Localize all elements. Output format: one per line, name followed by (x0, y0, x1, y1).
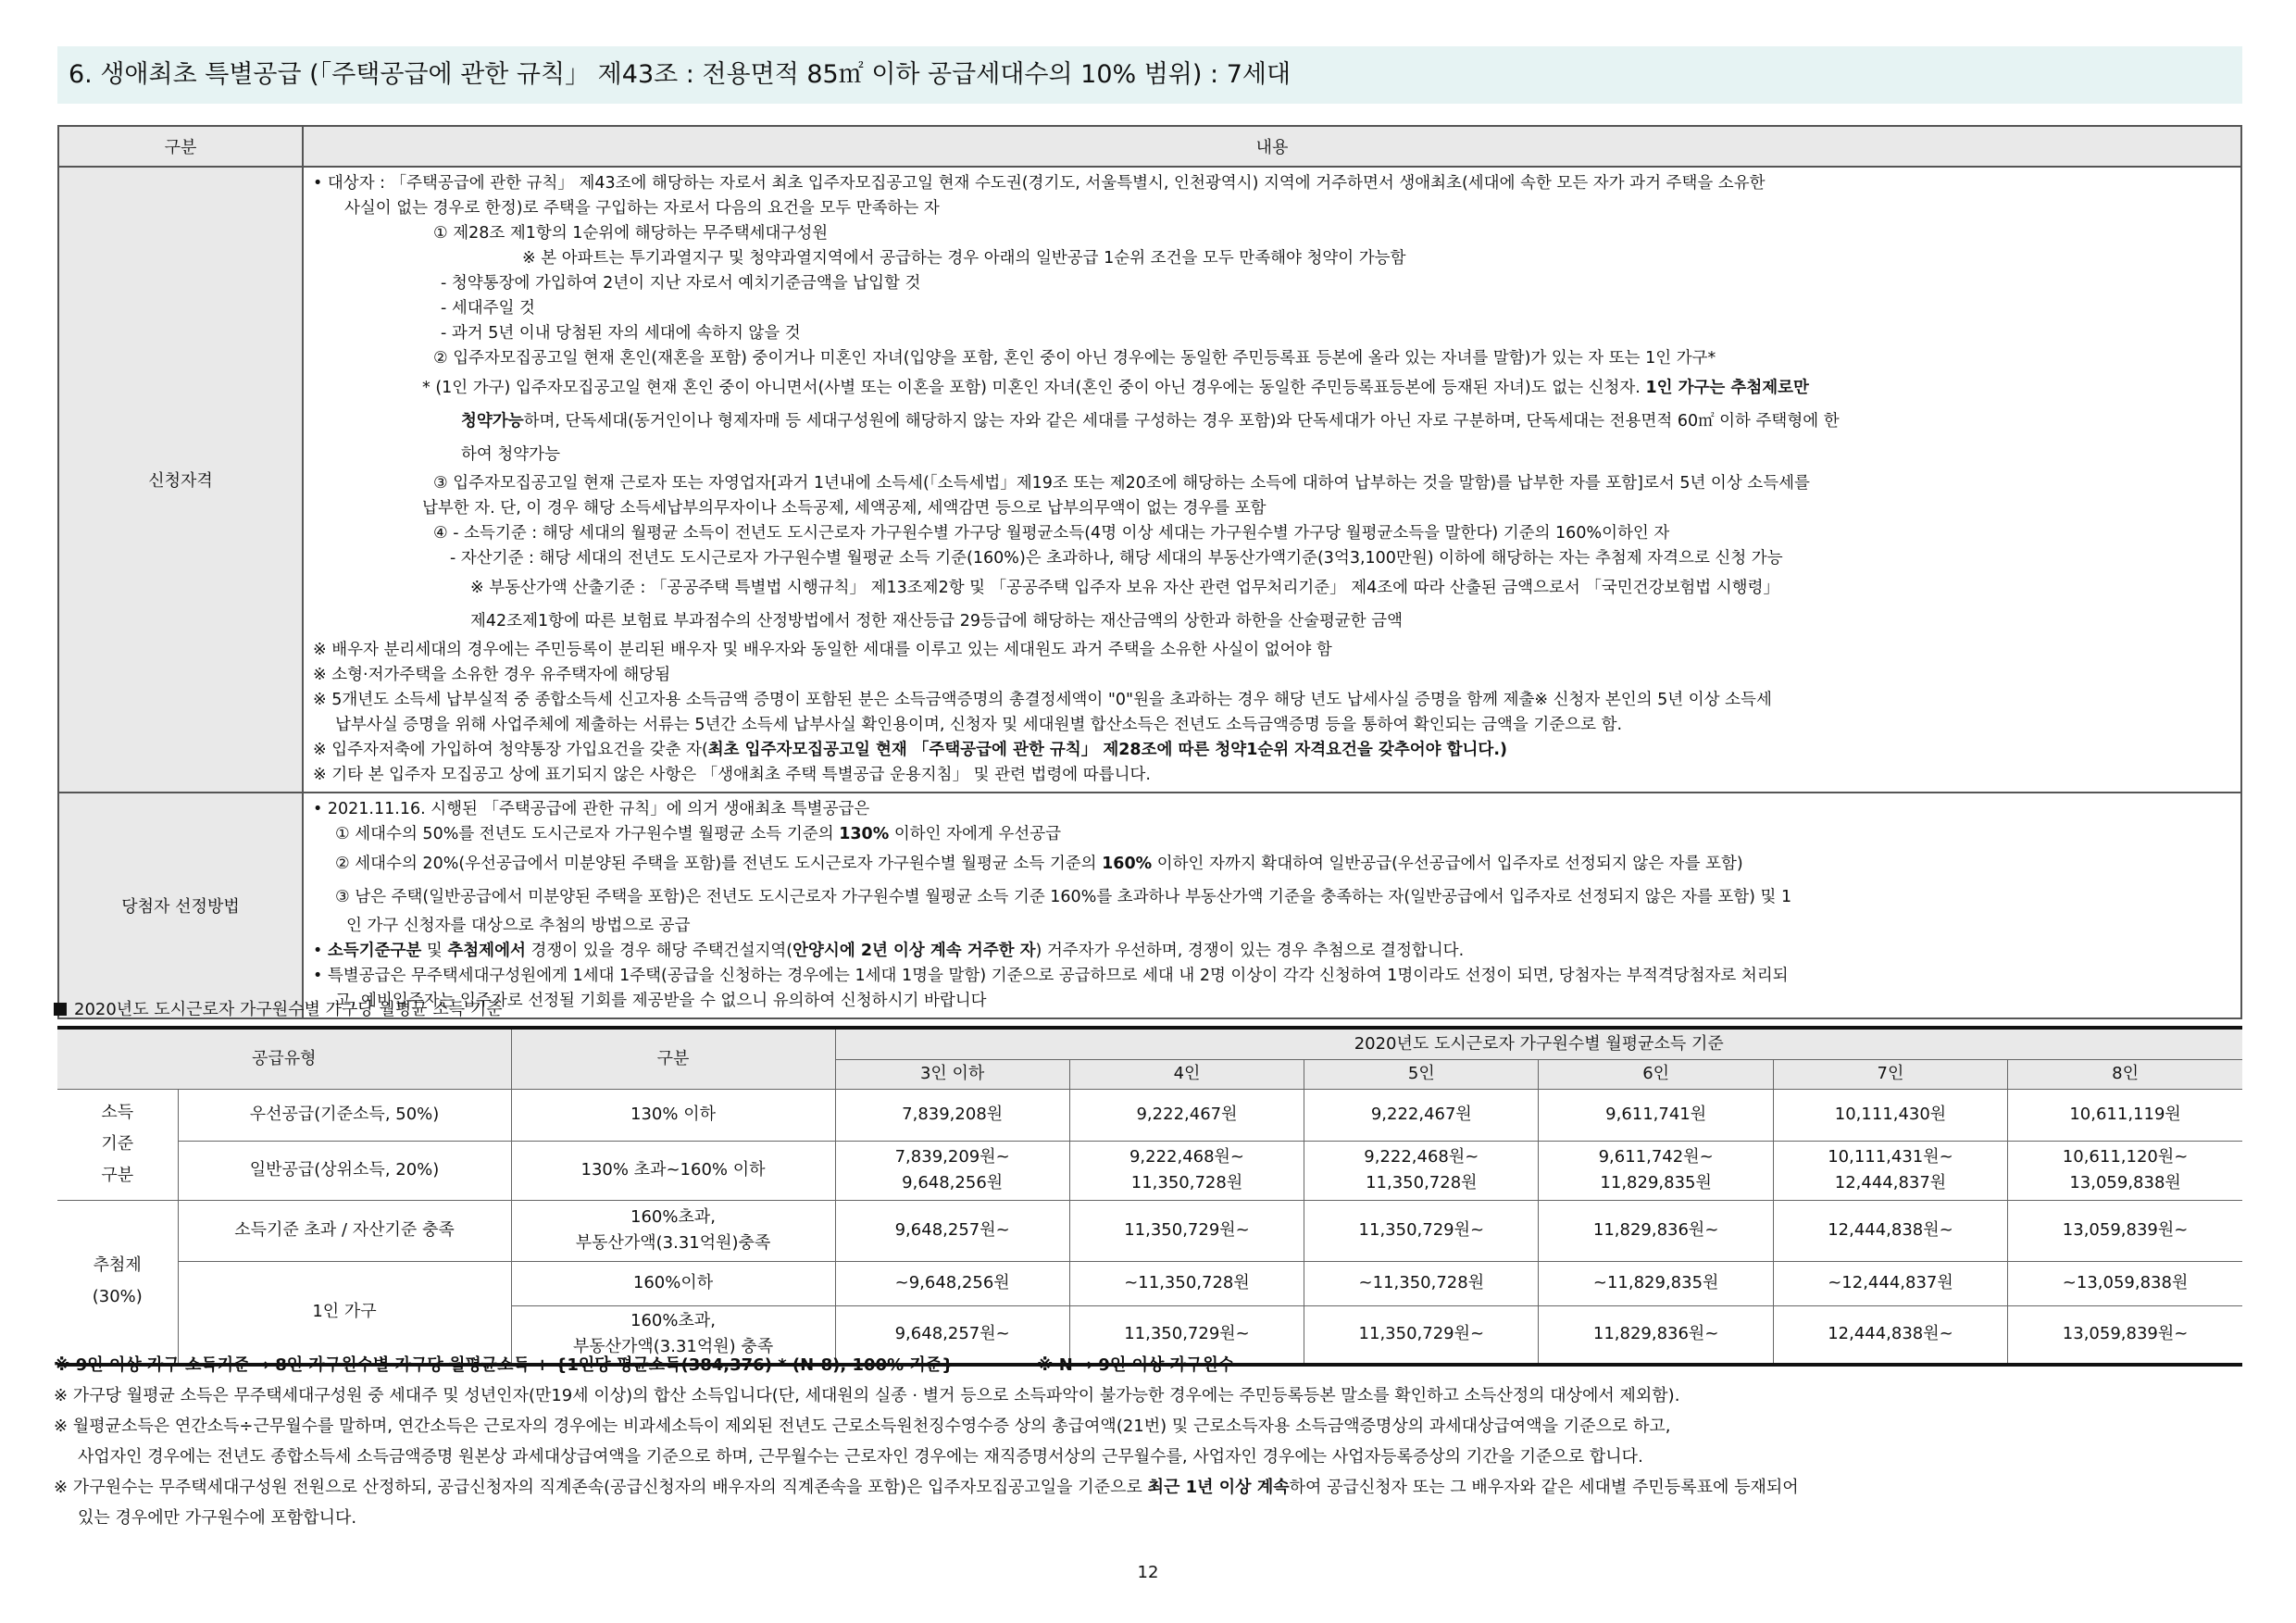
header-group: 2020년도 도시근로자 가구원수별 월평균소득 기준 (835, 1028, 2242, 1059)
table-row (57, 1261, 2242, 1305)
cell-value: 11,350,729원~ (1304, 1305, 1539, 1365)
notes-section (54, 1350, 2248, 1533)
note-line: ※ 가구원수는 무주택세대구성원 전원으로 산정하되, 공급신청자의 직계존속(공급신청자의 배우자의 직계존속을 포함)은 입주자모집공고일을 기준으로 최근 1년 이상 계속하여 공급신청자 또는 그 배우자와 같은 세대별 주민등록표에 등재되어 (54, 1478, 1799, 1497)
text-line: ※ 부동산가액 산출기준 : 「공공주택 특별법 시행규칙」 제13조제2항 및 「공공주택 입주자 보유 자산 관련 업무처리기준」 제4조에 따라 산출된 금액으로서 「국민건강보험법 시행령」 (470, 579, 1779, 597)
cell-value: 9,648,257원~ (835, 1200, 1069, 1261)
text-line: - 청약통장에 가입하여 2년이 지난 자로서 예치기준금액을 납입할 것 (441, 274, 921, 293)
cell-value: 12,444,838원~ (1773, 1305, 2007, 1365)
group-income-label: 소득 기준 구분 (57, 1089, 178, 1200)
page-number: 12 (1137, 1563, 1159, 1582)
eligibility-content (303, 167, 2241, 793)
text-line: ※ 5개년도 소득세 납부실적 중 종합소득세 신고자용 소득금액 증명이 포함된 분은 소득금액증명의 총결정세액이 "0"원을 초과하는 경우 해당 년도 납세사실 증명을 함께 제출※ 신청자 본인의 5년 이상 소득세 (313, 691, 1772, 709)
cell-value: 11,829,836원~ (1539, 1305, 1773, 1365)
header-col: 7인 (1773, 1059, 2007, 1089)
header-supply-type: 공급유형 (57, 1028, 511, 1089)
cell-value: 10,111,430원 (1773, 1089, 2007, 1141)
header-col: 6인 (1539, 1059, 1773, 1089)
text-line: ③ 입주자모집공고일 현재 근로자 또는 자영업자[과거 1년내에 소득세(「소득세법」제19조 또는 제20조에 해당하는 소득에 대하여 납부하는 것을 말함)를 납부한 자를 포함]로서 5년 이상 소득세를 (433, 474, 1810, 493)
row-type: 1인 가구 (178, 1261, 511, 1365)
eligibility-label: 신청자격 (58, 167, 303, 793)
table-header-row (58, 126, 2241, 167)
text-line: ※ 배우자 분리세대의 경우에는 주민등록이 분리된 배우자 및 배우자와 동일한 세대를 이루고 있는 세대원도 과거 주택을 소유한 사실이 없어야 함 (313, 641, 1332, 659)
header-col: 5인 (1304, 1059, 1539, 1089)
text-line: 하여 청약가능 (461, 445, 560, 464)
cell-value: 13,059,839원~ (2008, 1305, 2242, 1365)
text-line: ① 세대수의 50%를 전년도 도시근로자 가구원수별 월평균 소득 기준의 130% 이하인 자에게 우선공급 (335, 825, 1062, 843)
row-category: 160%초과, 부동산가액(3.31억원)충족 (511, 1200, 835, 1261)
cell-value: 11,350,729원~ (1304, 1200, 1539, 1261)
cell-value: 7,839,209원~ 9,648,256원 (835, 1141, 1069, 1200)
row-category: 130% 초과~160% 이하 (511, 1141, 835, 1200)
row-category: 160%초과, 부동산가액(3.31억원) 충족 (511, 1305, 835, 1365)
eligibility-row (58, 167, 2241, 793)
table-header-row (57, 1028, 2242, 1059)
row-category: 130% 이하 (511, 1089, 835, 1141)
table-row (57, 1089, 2242, 1141)
cell-value: 10,611,119원 (2008, 1089, 2242, 1141)
cell-value: 9,222,468원~ 11,350,728원 (1304, 1141, 1539, 1200)
text-line: ① 제28조 제1항의 1순위에 해당하는 무주택세대구성원 (433, 224, 829, 243)
text-line: 납부사실 증명을 위해 사업주체에 제출하는 서류는 5년간 소득세 납부사실 확인용이며, 신청자 및 세대원별 합산소득은 전년도 소득금액증명 등을 통하여 확인되는 금액을 기준으로 함. (335, 716, 1623, 734)
text-line: 사실이 없는 경우로 한정)로 주택을 구입하는 자로서 다음의 요건을 모두 만족하는 자 (344, 199, 940, 218)
header-content: 내용 (303, 126, 2241, 167)
cell-value: ~9,648,256원 (835, 1261, 1069, 1305)
cell-value: 12,444,838원~ (1773, 1200, 2007, 1261)
text-line: ② 세대수의 20%(우선공급에서 미분양된 주택을 포함)를 전년도 도시근로자 가구원수별 월평균 소득 기준의 160% 이하인 자까지 확대하여 일반공급(우선공급에서 입주자로 선정되지 않은 자를 포함) (335, 855, 1743, 873)
text-line: - 자산기준 : 해당 세대의 전년도 도시근로자 가구원수별 월평균 소득 기준(160%)은 초과하나, 해당 세대의 부동산가액기준(3억3,100만원) 이하에 해당하는 자는 추첨제 자격으로 신청 가능 (450, 549, 1783, 568)
cell-value: 10,111,431원~ 12,444,837원 (1773, 1141, 2007, 1200)
text-line: ③ 남은 주택(일반공급에서 미분양된 주택을 포함)은 전년도 도시근로자 가구원수별 월평균 소득 기준 160%를 초과하나 부동산가액 기준을 충족하는 자(일반공급에서 입주자로 선정되지 않은 자를 포함) 및 1 (335, 888, 1792, 906)
note-line: ※ 9인 이상 가구 소득기준 → 8인 가구원수별 가구당 월평균소득 + {1인당 평균소득(384,376) * (N-8), 100% 기준} ※ N → 9인 이상 가구원수 (54, 1355, 1235, 1375)
income-table (57, 1026, 2242, 1367)
cell-value: 7,839,208원 (835, 1089, 1069, 1141)
cell-value: 9,222,467원 (1069, 1089, 1304, 1141)
selection-content (303, 793, 2241, 1018)
text-line: ※ 기타 본 입주자 모집공고 상에 표기되지 않은 사항은 「생애최초 주택 특별공급 운용지침」 및 관련 법령에 따릅니다. (313, 766, 1151, 784)
note-line: ※ 가구당 월평균 소득은 무주택세대구성원 중 세대주 및 성년인자(만19세 이상)의 합산 소득입니다(단, 세대원의 실종 · 별거 등으로 소득파악이 불가능한 경우에는 주민등록등본 말소를 확인하고 소득산정의 대상에서 제외함). (54, 1386, 1680, 1405)
text-line: - 세대주일 것 (441, 299, 535, 318)
cell-value: 9,611,741원 (1539, 1089, 1773, 1141)
text-line: • 대상자 : 「주택공급에 관한 규칙」 제43조에 해당하는 자로서 최초 입주자모집공고일 현재 수도권(경기도, 서울특별시, 인천광역시) 지역에 거주하면서 생애최초(세대에 속한 모든 자가 과거 주택을 소유한 (313, 174, 1766, 193)
cell-value: 10,611,120원~ 13,059,838원 (2008, 1141, 2242, 1200)
text-line: 납부한 자. 단, 이 경우 해당 소득세납부의무자이나 소득공제, 세액공제, 세액감면 등으로 납부의무액이 없는 경우를 포함 (422, 499, 1267, 518)
text-line: ※ 본 아파트는 투기과열지구 및 청약과열지역에서 공급하는 경우 아래의 일반공급 1순위 조건을 모두 만족해야 청약이 가능함 (522, 249, 1406, 268)
row-category: 160%이하 (511, 1261, 835, 1305)
income-table-title: 2020년도 도시근로자 가구원수별 가구당 월평균 소득 기준 (54, 996, 503, 1020)
text-line: ② 입주자모집공고일 현재 혼인(재혼을 포함) 중이거나 미혼인 자녀(입양을 포함, 혼인 중이 아닌 경우에는 동일한 주민등록표 등본에 올라 있는 자녀를 말함)가 있는 자 또는 1인 가구* (433, 349, 1716, 368)
cell-value: ~13,059,838원 (2008, 1261, 2242, 1305)
text-line: 청약가능하며, 단독세대(동거인이나 형제자매 등 세대구성원에 해당하지 않는 자와 같은 세대를 구성하는 경우 포함)와 단독세대가 아닌 자로 구분하며, 단독세대는 전용면적 60㎡ 이하 주택형에 한 (461, 412, 1840, 431)
text-line: 고, 예비입주자는 입주자로 선정될 기회를 제공받을 수 없으니 유의하여 신청하시기 바랍니다 (335, 992, 987, 1010)
selection-label: 당첨자 선정방법 (58, 793, 303, 1018)
text-line: • 2021.11.16. 시행된 「주택공급에 관한 규칙」에 의거 생애최초 특별공급은 (313, 800, 870, 818)
note-line: 있는 경우에만 가구원수에 포함합니다. (78, 1508, 357, 1528)
header-col: 3인 이하 (835, 1059, 1069, 1089)
cell-value: 13,059,839원~ (2008, 1200, 2242, 1261)
cell-value: ~11,350,728원 (1069, 1261, 1304, 1305)
cell-value: 9,648,257원~ (835, 1305, 1069, 1365)
cell-value: ~12,444,837원 (1773, 1261, 2007, 1305)
group-lottery-label: 추첨제 (30%) (57, 1200, 178, 1365)
cell-value: 9,222,468원~ 11,350,728원 (1069, 1141, 1304, 1200)
eligibility-table (57, 125, 2242, 1019)
row-type: 일반공급(상위소득, 20%) (178, 1141, 511, 1200)
cell-value: 9,222,467원 (1304, 1089, 1539, 1141)
cell-value: 9,611,742원~ 11,829,835원 (1539, 1141, 1773, 1200)
cell-value: 11,829,836원~ (1539, 1200, 1773, 1261)
text-line: • 특별공급은 무주택세대구성원에게 1세대 1주택(공급을 신청하는 경우에는 1세대 1명을 말함) 기준으로 공급하므로 세대 내 2명 이상이 각각 신청하여 1명이라도 선정이 되면, 당첨자는 부적격당첨자로 처리되 (313, 967, 1789, 985)
square-bullet-icon (54, 1003, 67, 1016)
cell-value: 11,350,729원~ (1069, 1200, 1304, 1261)
header-col: 4인 (1069, 1059, 1304, 1089)
text-line: ④ - 소득기준 : 해당 세대의 월평균 소득이 전년도 도시근로자 가구원수별 가구당 월평균소득(4명 이상 세대는 가구원수별 가구당 월평균소득을 말한다) 기준의 160%이하인 자 (433, 524, 1670, 543)
text-line: ※ 입주자저축에 가입하여 청약통장 가입요건을 갖춘 자(최초 입주자모집공고일 현재 「주택공급에 관한 규칙」 제28조에 따른 청약1순위 자격요건을 갖추어야 합니다.) (313, 741, 1507, 759)
table-row (57, 1141, 2242, 1200)
header-category: 구분 (58, 126, 303, 167)
text-line: 인 가구 신청자를 대상으로 추첨의 방법으로 공급 (346, 917, 691, 935)
header-col: 8인 (2008, 1059, 2242, 1089)
cell-value: ~11,350,728원 (1304, 1261, 1539, 1305)
header-category: 구분 (511, 1028, 835, 1089)
cell-value: 11,350,729원~ (1069, 1305, 1304, 1365)
row-type: 소득기준 초과 / 자산기준 충족 (178, 1200, 511, 1261)
text-line: ※ 소형·저가주택을 소유한 경우 유주택자에 해당됨 (313, 666, 671, 684)
row-type: 우선공급(기준소득, 50%) (178, 1089, 511, 1141)
table-row (57, 1200, 2242, 1261)
cell-value: ~11,829,835원 (1539, 1261, 1773, 1305)
section-title: 6. 생애최초 특별공급 (「주택공급에 관한 규칙」 제43조 : 전용면적 85㎡ 이하 공급세대수의 10% 범위) : 7세대 (57, 46, 2242, 104)
text-line: 제42조제1항에 따른 보험료 부과점수의 산정방법에서 정한 재산등급 29등급에 해당하는 재산금액의 상한과 하한을 산술평균한 금액 (470, 612, 1404, 630)
selection-row (58, 793, 2241, 1018)
text-line: - 과거 5년 이내 당첨된 자의 세대에 속하지 않을 것 (441, 324, 801, 343)
note-line: 사업자인 경우에는 전년도 종합소득세 소득금액증명 원본상 과세대상급여액을 기준으로 하며, 근무월수는 근로자인 경우에는 재직증명서상의 근무월수를, 사업자인 경우에는 사업자등록증상의 기간을 기준으로 합니다. (78, 1447, 1643, 1467)
note-line: ※ 월평균소득은 연간소득÷근무월수를 말하며, 연간소득은 근로자의 경우에는 비과세소득이 제외된 전년도 근로소득원천징수영수증 상의 총급여액(21번) 및 근로소득자용 소득금액증명상의 과세대상급여액을 기준으로 하고, (54, 1417, 1671, 1436)
text-line: * (1인 가구) 입주자모집공고일 현재 혼인 중이 아니면서(사별 또는 이혼을 포함) 미혼인 자녀(혼인 중이 아닌 경우에는 동일한 주민등록표등본에 등재된 자녀)도 없는 신청자. 1인 가구는 추첨제로만 (422, 379, 1809, 397)
text-line: • 소득기준구분 및 추첨제에서 경쟁이 있을 경우 해당 주택건설지역(안양시에 2년 이상 계속 거주한 자) 거주자가 우선하며, 경쟁이 있는 경우 추첨으로 결정합니다. (313, 942, 1465, 960)
